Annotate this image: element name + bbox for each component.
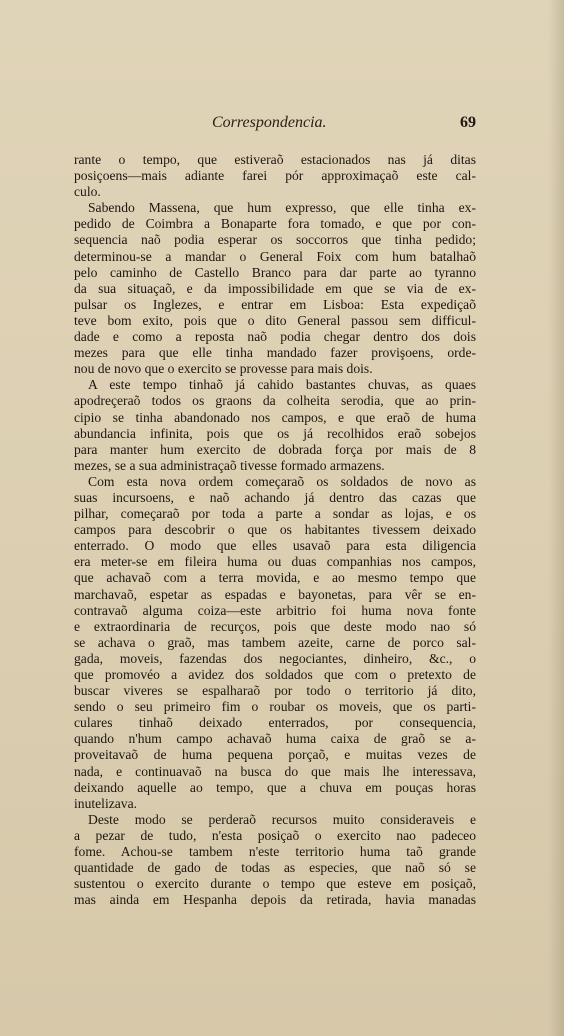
text-line: culo. — [74, 184, 101, 200]
text-line: Deste modo se perderaõ recursos muito consideraveis e — [88, 811, 476, 827]
text-line: proveitavaõ de huma pequena porçaõ, e muitas vezes de — [74, 747, 476, 763]
text-line: mezes para que elle tinha mandado fazer provişoens, orde- — [74, 345, 476, 361]
text-line: pulsar os Inglezes, e entrar em Lisboa: Esta expediçaõ — [74, 296, 476, 312]
text-line: Sabendo Massena, que hum expresso, que elle tinha ex- — [88, 200, 476, 216]
text-line: suas incursoens, e naõ achando já dentro das cazas que — [74, 489, 476, 505]
text-line: se achava o graõ, mas tambem azeite, carne de porco sal- — [74, 634, 476, 650]
text-line: fome. Achou-se tambem n'este territorio huma taõ grande — [74, 844, 476, 860]
text-line: teve bom exito, pois que o dito General passou sem difficul- — [74, 312, 476, 328]
text-line: da sua situaçaõ, e da impossibilidade em que se via de ex- — [74, 280, 476, 296]
text-line: a pezar de tudo, n'esta posiçaõ o exercito nao padeceo — [74, 827, 476, 843]
page-header — [74, 114, 476, 138]
text-line: enterrado. O modo que elles usavaõ para esta diligencia — [74, 538, 476, 554]
text-line: marchavaõ, espetar as espadas e bayonetas, para vêr se en- — [74, 586, 476, 602]
text-line: pedido de Coimbra a Bonaparte fora tomado, e que por con- — [74, 216, 476, 232]
text-line: quantidade de gado de todas as especies, que naõ só se — [74, 860, 476, 876]
text-line: culares tinhaõ deixado enterrados, por consequencia, — [74, 715, 476, 731]
text-line: e extraordinaria de recurços, pois que deste modo nao só — [74, 618, 476, 634]
page-number: 69 — [460, 114, 476, 131]
text-line: quando n'hum campo achavaõ huma caixa de graõ se a- — [74, 731, 476, 747]
text-line: sustentou o exercito durante o tempo que esteve em posiçaõ, — [74, 876, 476, 892]
text-line: nou de novo que o exercito se provesse para mais dois. — [74, 361, 373, 377]
text-line: A este tempo tinhaõ já cahido bastantes chuvas, as quaes — [88, 377, 476, 393]
text-line: rante o tempo, que estiveraõ estacionados nas já ditas — [74, 152, 476, 167]
text-line: contravaõ alguma coiza—este arbitrio foi huma nova fonte — [74, 602, 476, 618]
text-line: sendo o seu primeiro fim o roubar os moveis, que os parti- — [74, 699, 476, 715]
text-line: cipio se tinha abandonado nos campos, e que eraõ de huma — [74, 409, 476, 425]
text-line: deixando aquelle ao tempo, que a chuva em pouças horas — [74, 779, 476, 795]
text-line: sequencia naõ podia esperar os soccorros que tinha pedido; — [74, 232, 476, 248]
text-line: apodreçeraõ todos os graons da colheita serodia, que ao prin- — [74, 393, 476, 409]
running-title: Correspondencia. — [212, 114, 327, 131]
text-line: abundancia infinita, pois que os já recolhidos eraõ sobejos — [74, 425, 476, 441]
text-line: determinou-se a mandar o General Foix com hum batalhaõ — [74, 248, 476, 264]
text-line: mezes, se a sua administraçaõ tivesse formado armazens. — [74, 457, 385, 473]
body-text — [74, 152, 476, 908]
text-line: que achavaõ com a terra movida, e ao mesmo tempo que — [74, 570, 476, 586]
text-line: posiçoens—mais adiante farei pór approximaçaõ este cal- — [74, 168, 476, 184]
text-line: dade e como a reposta naõ podia chegar dentro dos dois — [74, 329, 476, 345]
text-line: nada, e continuavaõ na busca do que mais lhe interessava, — [74, 763, 476, 779]
text-line: buscar viveres se espalharaõ por todo o territorio já dito, — [74, 683, 476, 699]
text-line: pelo caminho de Castello Branco para dar parte ao tyranno — [74, 264, 476, 280]
text-line: mas ainda em Hespanha depois da retirada, havia manadas — [74, 892, 476, 908]
text-line: Com esta nova ordem começaraõ os soldados de novo as — [88, 473, 476, 489]
text-line: era meter-se em fileira huma ou duas companhias nos campos, — [74, 554, 476, 570]
text-line: inutelizava. — [74, 795, 138, 811]
text-line: pilhar, começaraõ por toda a parte a sondar as lojas, e os — [74, 506, 476, 522]
text-line: campos para descobrir o que os habitantes tivessem deixado — [74, 522, 476, 538]
text-line: para manter hum exercito de dobrada força por mais de 8 — [74, 441, 476, 457]
text-line: gada, moveis, fazendas dos negociantes, dinheiro, &c., o — [74, 650, 476, 666]
text-line: que promovéo a avidez dos soldados que com o pretexto de — [74, 667, 476, 682]
